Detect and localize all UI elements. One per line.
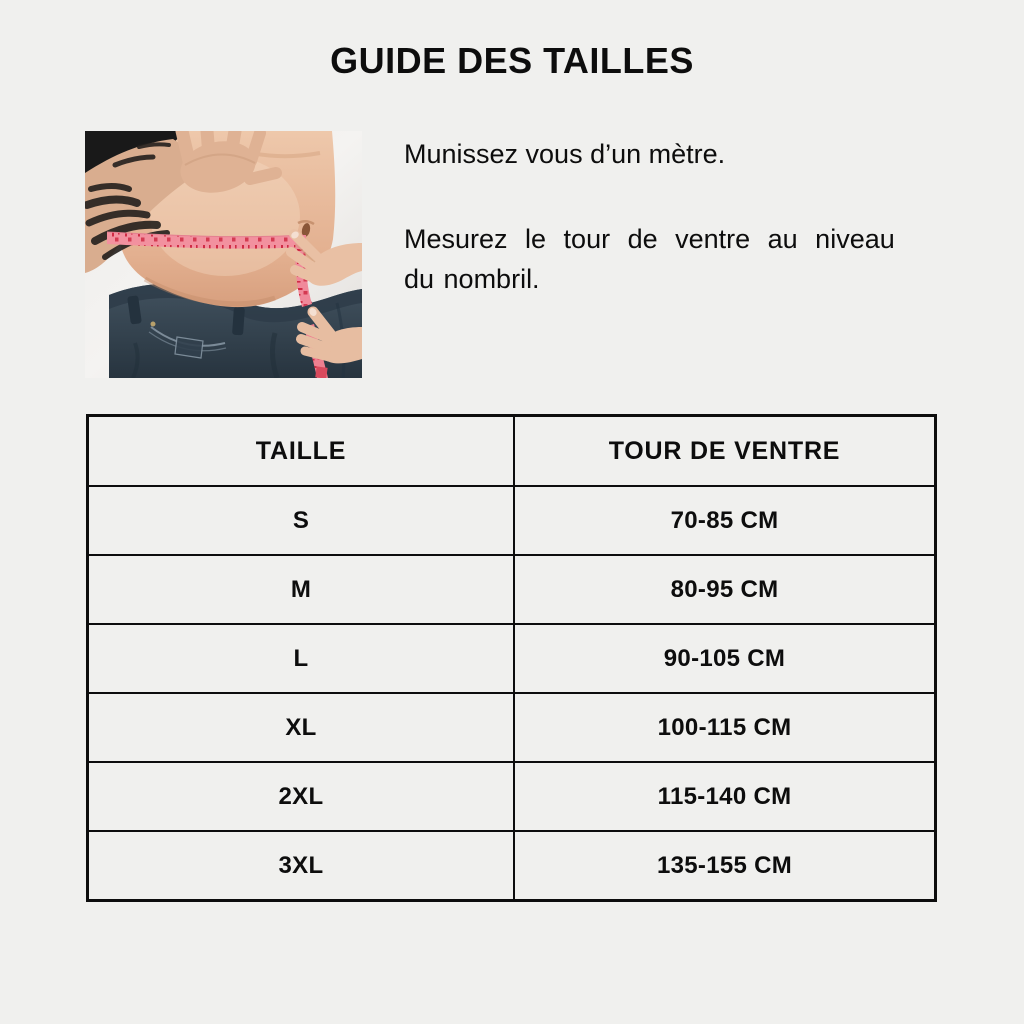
column-header-taille: TAILLE xyxy=(88,416,515,487)
table-row xyxy=(88,762,936,831)
instructions xyxy=(404,134,900,299)
size-cell: 3XL xyxy=(88,831,515,901)
waist-cell: 100-115 CM xyxy=(514,693,936,762)
size-cell: XL xyxy=(88,693,515,762)
waist-cell: 80-95 CM xyxy=(514,555,936,624)
size-cell: M xyxy=(88,555,515,624)
size-cell: L xyxy=(88,624,515,693)
waist-measure-illustration xyxy=(85,131,362,378)
waist-cell: 70-85 CM xyxy=(514,486,936,555)
column-header-tour-de-ventre: TOUR DE VENTRE xyxy=(514,416,936,487)
table-row xyxy=(88,555,936,624)
table-row xyxy=(88,624,936,693)
measurement-photo xyxy=(85,131,362,378)
size-cell: 2XL xyxy=(88,762,515,831)
table-row xyxy=(88,693,936,762)
waist-cell: 135-155 CM xyxy=(514,831,936,901)
waist-cell: 115-140 CM xyxy=(514,762,936,831)
size-cell: S xyxy=(88,486,515,555)
table-row xyxy=(88,831,936,901)
table-header-row xyxy=(88,416,936,487)
instruction-line-3: du nombril. xyxy=(404,264,540,294)
page-title: GUIDE DES TAILLES xyxy=(330,40,694,81)
size-guide-table xyxy=(86,414,937,902)
instruction-line-1: Munissez vous d’un mètre. xyxy=(404,139,726,169)
instruction-line-2: Mesurez le tour de ventre au niveau xyxy=(404,224,895,254)
table-row xyxy=(88,486,936,555)
waist-cell: 90-105 CM xyxy=(514,624,936,693)
